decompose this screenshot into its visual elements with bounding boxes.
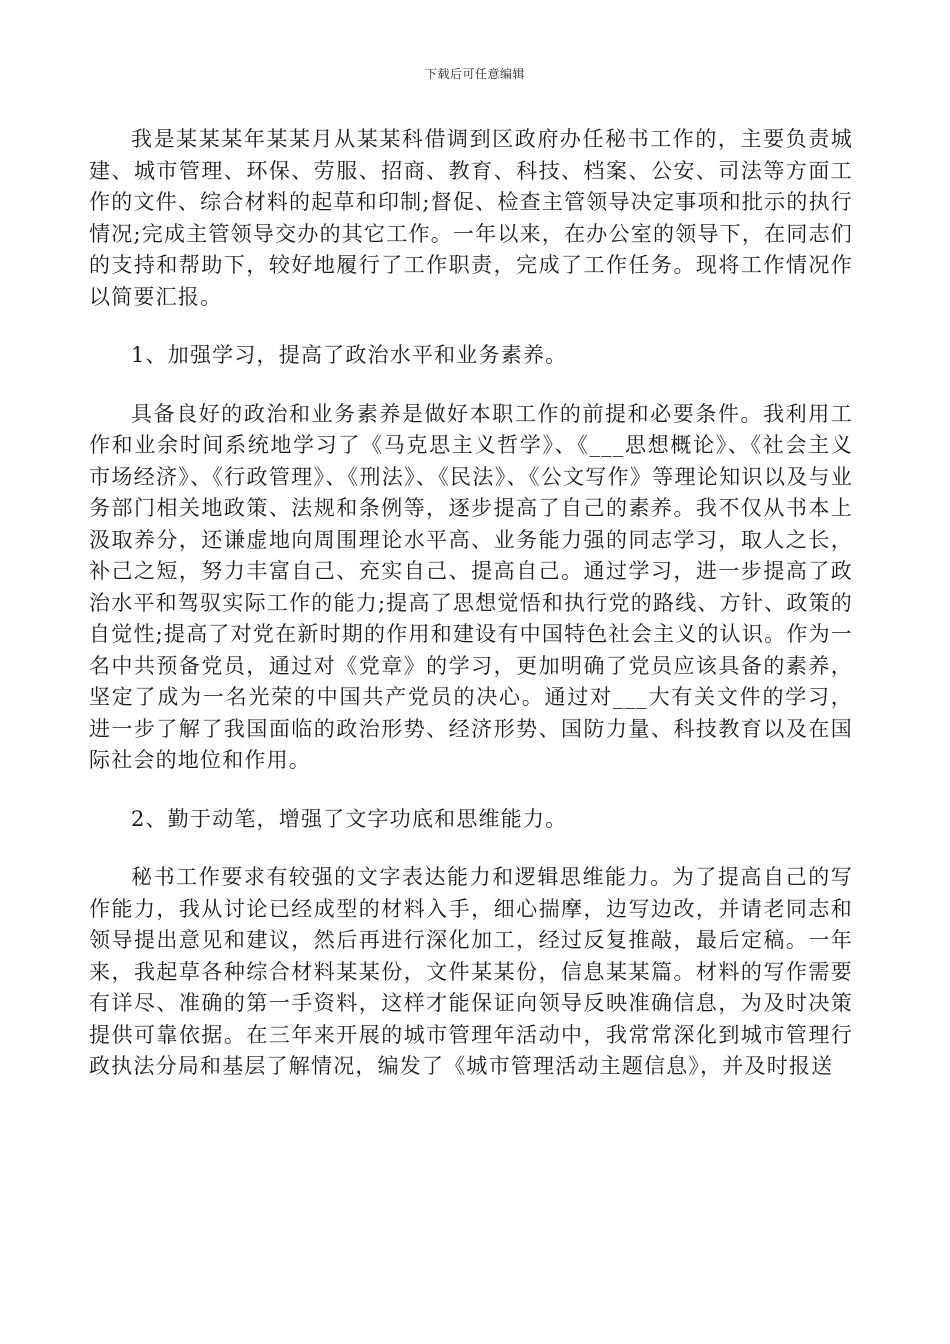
section-1-paragraph: 具备良好的政治和业务素养是做好本职工作的前提和必要条件。我利用工作和业余时间系统地学习了《马克思主义哲学》、《___思想概论》、《社会主义市场经济》、《行政管理》、《刑法》、《民法》、《公文写作》等理论知识以及与业务部门相关地政策、法规和条例等，逐步提高了自己的素养。我不仅从书本上汲取养分，还谦虚地向周围理论水平高、业务能力强的同志学习，取人之长，补己之短，努力丰富自己、充实自己、提高自己。通过学习，进一步提高了政治水平和驾驭实际工作的能力;提高了思想觉悟和执行党的路线、方针、政策的自觉性;提高了对党在新时期的作用和建设有中国特色社会主义的认识。作为一名中共预备党员，通过对《党章》的学习，更加明确了党员应该具备的素养，坚定了成为一名光荣的中国共产党员的决心。通过对___大有关文件的学习，进一步了解了我国面临的政治形势、经济形势、国防力量、科技教育以及在国际社会的地位和作用。 — [89, 401, 853, 772]
page-header-note: 下载后可任意编辑 — [424, 67, 525, 81]
section-heading-2: 2、勤于动笔，增强了文字功底和思维能力。 — [131, 806, 568, 831]
document-body — [89, 124, 853, 1083]
section-heading-1: 1、加强学习，提高了政治水平和业务素养。 — [131, 343, 568, 367]
section-2-paragraph: 秘书工作要求有较强的文字表达能力和逻辑思维能力。为了提高自己的写作能力，我从讨论已经成型的材料入手，细心揣摩，边写边改，并请老同志和领导提出意见和建议，然后再进行深化加工，经过反复推敲，最后定稿。一年来，我起草各种综合材料某某份，文件某某份，信息某某篇。材料的写作需要有详尽、准确的第一手资料，这样才能保证向领导反映准确信息，为及时决策提供可靠依据。在三年来开展的城市管理年活动中，我常常深化到城市管理行政执法分局和基层了解情况，编发了《城市管理活动主题信息》，并及时报送 — [89, 865, 853, 1078]
intro-paragraph: 我是某某某年某某月从某某科借调到区政府办任秘书工作的，主要负责城建、城市管理、环保、劳服、招商、教育、科技、档案、公安、司法等方面工作的文件、综合材料的起草和印制;督促、检查主管领导决定事项和批示的执行情况;完成主管领导交办的其它工作。一年以来，在办公室的领导下，在同志们的支持和帮助下，较好地履行了工作职责，完成了工作任务。现将工作情况作以简要汇报。 — [89, 127, 853, 309]
